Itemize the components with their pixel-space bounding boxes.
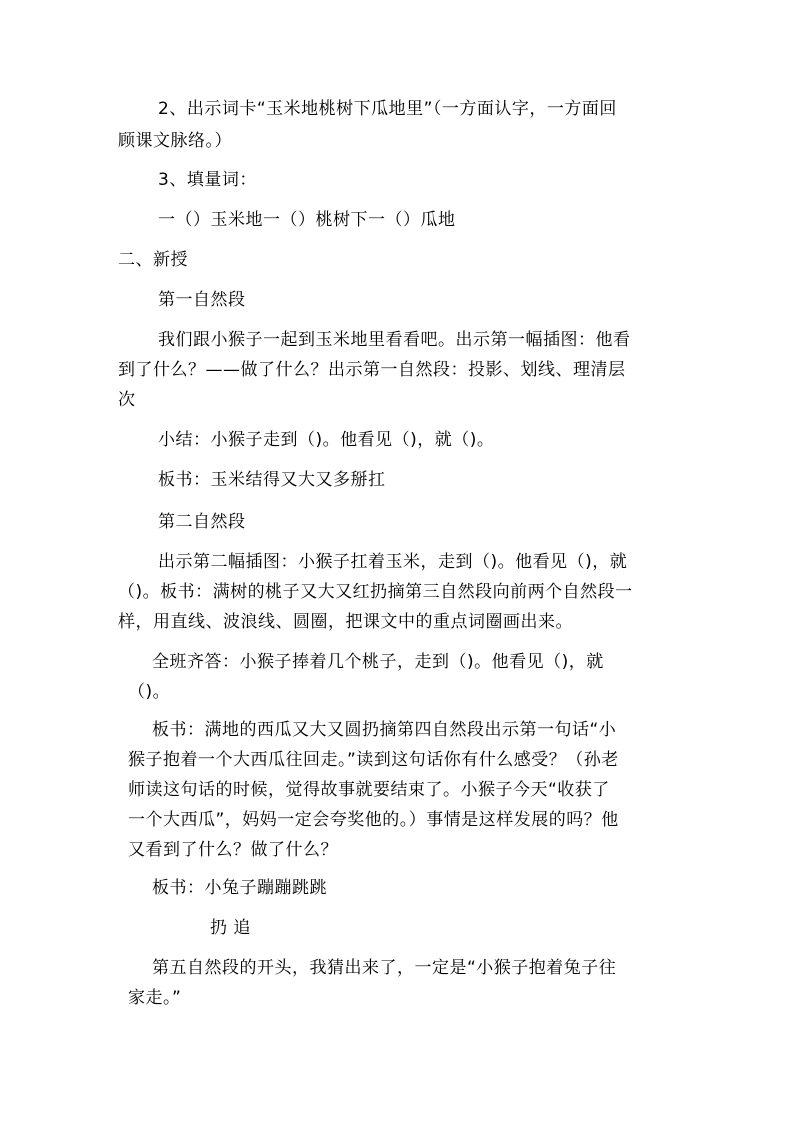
paragraph-line-11: 板书：玉米结得又大又多掰扛	[158, 470, 386, 490]
paragraph-line-8: 到了什么？——做了什么？出示第一自然段：投影、划线、理清层	[118, 360, 626, 380]
paragraph-line-3: 3、填量词：	[158, 170, 257, 190]
section-heading: 二、新授	[118, 250, 188, 270]
paragraph-line-25: 第五自然段的开头，我猜出来了，一定是“小猴子抱着兔子往	[152, 958, 617, 978]
paragraph-line-7: 我们跟小猴子一起到玉米地里看看吧。出示第一幅插图：他看	[158, 330, 631, 350]
subsection-heading-2: 第二自然段	[158, 512, 246, 532]
paragraph-line-13: 出示第二幅插图：小猴子扛着玉米，走到（)。他看见（)，就	[158, 552, 628, 572]
paragraph-line-16: 全班齐答：小猴子捧着几个桃子，走到（)。他看见（)，就	[152, 652, 604, 672]
paragraph-line-15: 样，用直线、波浪线、圆圈，把课文中的重点词圈画出来。	[118, 612, 573, 632]
paragraph-line-2: 顾课文脉络。）	[118, 131, 232, 151]
paragraph-line-21: 一个大西瓜”，妈妈一定会夸奖他的。）事情是这样发展的吗？他	[128, 810, 619, 830]
paragraph-line-14: （)。板书：满树的桃子又大又红扔摘第三自然段向前两个自然段一	[118, 582, 633, 602]
paragraph-line-20: 师读这句话的时候，觉得故事就要结束了。小猴子今天“收获了	[128, 780, 610, 800]
paragraph-line-9: 次	[118, 390, 136, 410]
subsection-heading-1: 第一自然段	[158, 290, 246, 310]
paragraph-line-10: 小结：小猴子走到（)。他看见（)，就（)。	[158, 430, 495, 450]
paragraph-line-24: 扔 追	[210, 918, 251, 938]
paragraph-line-26: 家走。”	[128, 988, 182, 1008]
paragraph-line-17: （)。	[128, 682, 171, 702]
paragraph-line-23: 板书：小兔子蹦蹦跳跳	[152, 878, 327, 898]
paragraph-line-1: 2、出示词卡“玉米地桃树下瓜地里”（一方面认字，一方面回	[158, 99, 617, 119]
paragraph-line-18: 板书：满地的西瓜又大又圆扔摘第四自然段出示第一句话“小	[152, 720, 617, 740]
paragraph-line-19: 猴子抱着一个大西瓜往回走。”读到这句话你有什么感受？（孙老	[128, 750, 619, 770]
paragraph-line-22: 又看到了什么？做了什么？	[128, 840, 338, 860]
paragraph-line-4: 一（）玉米地一（）桃树下一（）瓜地	[158, 210, 456, 230]
